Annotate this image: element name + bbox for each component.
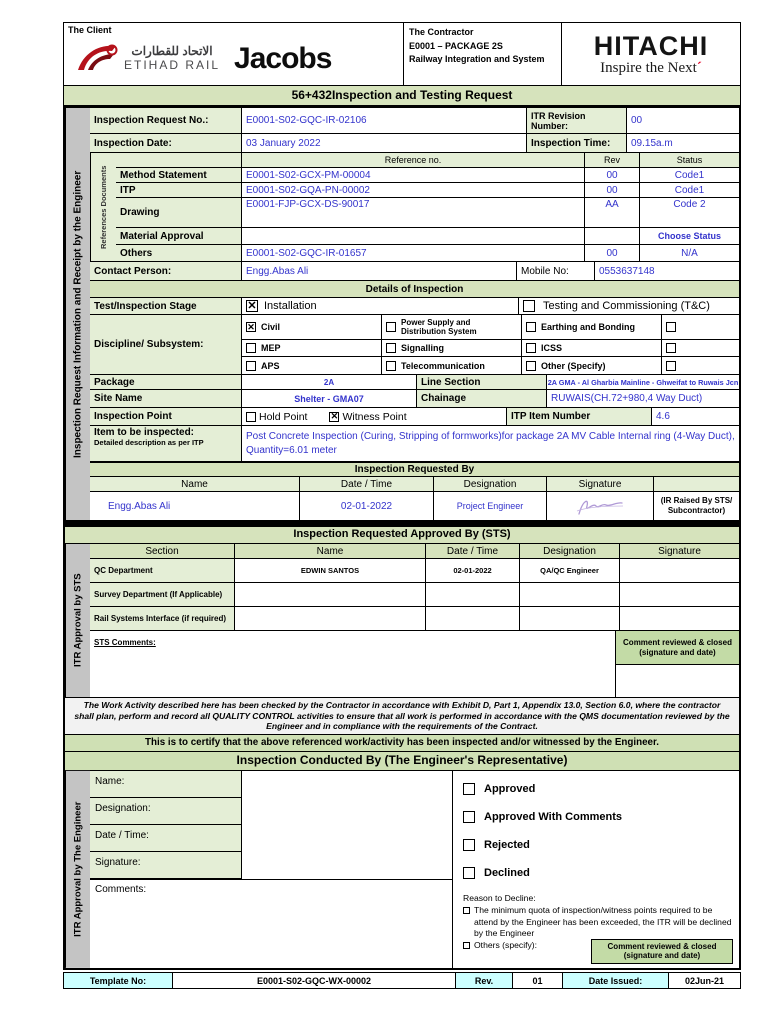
site-name-value: Shelter - GMA07 [242, 390, 417, 407]
reference-row-itp: ITP E0001-S02-GQA-PN-00002 00 Code1 [116, 183, 739, 198]
hitachi-red-accent-icon: ´ [696, 59, 702, 76]
row-inspection-point: Inspection Point Hold Point ✕ Witness Point ITP Item Number 4.6 [90, 408, 739, 426]
mobile-no-value: 0553637148 [599, 265, 655, 277]
requested-by-note: (IR Raised By STS/ Subcontractor) [660, 496, 733, 515]
inspection-date-value: 03 January 2022 [242, 134, 527, 152]
section-divider [65, 520, 739, 527]
requested-by-date: 02-01-2022 [300, 492, 434, 520]
certify-bar: This is to certify that the above referenced work/activity has been inspected and/or witnessed by the Engineer. [65, 735, 739, 752]
engineer-comment-reviewed-box: Comment reviewed & closed (signature and date) [591, 939, 733, 964]
discipline-row-2: MEP Signalling ICSS [242, 340, 739, 357]
row-inspection-date [90, 134, 739, 153]
checkbox-approved[interactable] [463, 783, 475, 795]
hitachi-tagline: Inspire the Next´ [600, 59, 702, 76]
etihad-arabic-text: الاتحاد للقطارات [131, 44, 213, 58]
qc-statement: The Work Activity described here has been checked by the Contractor in accordance with Exhibit D, Part 1, Appendix 13.0, Section 6.0, where the contractor shall plan, perform and record all QUALITY CONTROL activities to ensure that all work is performed in accordance with the QMS documentation reviewed by the Engineer and in compliance with the requirements of the Contract. [65, 698, 739, 735]
section-request-info [65, 108, 739, 520]
checkbox-declined[interactable] [463, 867, 475, 879]
checkbox-discipline-other-1[interactable] [666, 322, 676, 332]
row-site-name [90, 390, 739, 408]
contractor-system: Railway Integration and System [409, 54, 545, 64]
contact-person-label: Contact Person: [90, 262, 242, 280]
contractor-package: E0001 – PACKAGE 2S [409, 40, 503, 51]
engineer-date-label: Date / Time: [90, 825, 242, 852]
date-issued-value: 02Jun-21 [684, 975, 725, 986]
item-description: Post Concrete Inspection (Curing, Stripping of formworks)for package 2A MV Cable Internal ring (4-Way Duct), Quantity=6.01 meter [246, 431, 735, 456]
stage-installation: ✕ Installation [242, 298, 519, 314]
others-specify-label: Others (specify): [474, 940, 538, 951]
etihad-latin-text: ETIHAD RAIL [124, 58, 221, 72]
itr-rev-label: ITR Revision Number: [527, 108, 627, 133]
reference-row-others: Others E0001-S02-GQC-IR-01657 00 N/A [116, 245, 739, 261]
engineer-signature-label: Signature: [90, 852, 242, 879]
sts-row-qc: QC Department EDWIN SANTOS 02-01-2022 QA/QC Engineer [90, 559, 739, 583]
sidebar-sts: ITR Approval by STS [65, 544, 90, 697]
reason-title: Reason to Decline: [463, 893, 536, 904]
checkbox-discipline-other-3[interactable] [666, 361, 676, 371]
checkbox-others-specify[interactable] [463, 942, 470, 949]
sts-comments-box[interactable] [90, 631, 616, 697]
hitachi-logo: HITACHI [593, 30, 709, 61]
client-label: The Client [68, 25, 112, 35]
line-section-label: Line Section [417, 375, 547, 389]
inspection-time-label: Inspection Time: [527, 134, 627, 152]
inspection-point-label: Inspection Point [90, 408, 242, 425]
references-block [90, 153, 739, 262]
sts-row-rail-interface: Rail Systems Interface (if required) [90, 607, 739, 631]
requested-by-name: Engg.Abas Ali [90, 492, 300, 520]
checkbox-rejected[interactable] [463, 839, 475, 851]
itr-rev-value: 00 [631, 115, 643, 126]
sidebar-engineer: ITR Approval by The Engineer [65, 771, 90, 968]
itr-form [63, 106, 741, 970]
engineer-fields [90, 771, 453, 968]
date-issued-label: Date Issued: [563, 973, 669, 988]
checkbox-reason-quota[interactable] [463, 907, 470, 914]
discipline-label: Discipline/ Subsystem: [90, 315, 242, 374]
engineer-comments-box[interactable] [90, 879, 452, 968]
form-title: 56+432Inspection and Testing Request [63, 86, 741, 106]
sts-title: Inspection Requested Approved By (STS) [65, 527, 739, 544]
requested-by-row [90, 492, 739, 520]
sts-comments-row [90, 631, 739, 697]
template-no-value: E0001-S02-GQC-WX-00002 [173, 973, 456, 988]
row-test-stage [90, 298, 739, 315]
checkbox-approved-with-comments[interactable] [463, 811, 475, 823]
checkbox-installation[interactable]: ✕ [247, 299, 257, 312]
inspection-date-label: Inspection Date: [90, 134, 242, 152]
requested-by-columns: Name Date / Time Designation Signature [90, 477, 739, 492]
etihad-swoosh-icon [76, 42, 120, 74]
checkbox-aps[interactable] [246, 361, 256, 371]
sts-comments-label: STS Comments: [94, 638, 156, 647]
sts-comment-reviewed-box: Comment reviewed & closed (signature and date) [616, 631, 739, 665]
sts-row-survey: Survey Department (If Applicable) [90, 583, 739, 607]
rev-label: Rev. [456, 973, 513, 988]
mobile-no-label: Mobile No: [517, 262, 595, 280]
sts-qc-signature-cell[interactable] [620, 559, 739, 582]
checkbox-civil[interactable]: ✕ [247, 321, 255, 332]
sts-columns: Section Name Date / Time Designation Signature [90, 544, 739, 559]
chainage-value: RUWAIS(CH.72+980,4 Way Duct) [551, 393, 703, 404]
contractor-box [404, 23, 562, 85]
sidebar-references-documents: References Documents [90, 153, 116, 261]
itp-item-number-label: ITP Item Number [507, 408, 652, 425]
section-sts [65, 544, 739, 698]
engineer-fields-input-area[interactable] [242, 771, 452, 879]
signature-image [573, 494, 627, 518]
requested-by-signature[interactable] [547, 492, 654, 520]
reference-row-material-approval: Material Approval Choose Status [116, 228, 739, 245]
references-header [116, 153, 739, 168]
engineer-name-label: Name: [90, 771, 242, 798]
row-contact-person [90, 262, 739, 281]
row-package [90, 375, 739, 390]
checkbox-testing-commissioning[interactable] [523, 300, 535, 312]
requested-by-header: Inspection Requested By [90, 462, 739, 477]
jacobs-logo: Jacobs [234, 42, 332, 75]
etihad-rail-logo [76, 42, 220, 74]
discipline-block [90, 315, 739, 375]
footer [63, 972, 741, 989]
sts-comment-signature-area[interactable] [616, 665, 739, 697]
contractor-label: The Contractor [409, 27, 474, 37]
rev-value: 01 [513, 973, 563, 988]
checkbox-hold-point[interactable] [246, 412, 256, 422]
item-sublabel: Detailed description as per ITP [94, 438, 204, 447]
checkbox-discipline-other-2[interactable] [666, 343, 676, 353]
reference-row-method-statement: Method Statement E0001-S02-GCX-PM-00004 00 Code1 [116, 168, 739, 183]
requested-by-designation: Project Engineer [434, 492, 547, 520]
checkbox-telecommunication[interactable] [386, 361, 396, 371]
ir-no-value: E0001-S02-GQC-IR-02106 [242, 108, 527, 133]
hitachi-box [562, 23, 740, 85]
status-header: Status [676, 155, 703, 165]
engineer-designation-label: Designation: [90, 798, 242, 825]
row-item-to-inspect [90, 426, 739, 462]
header [63, 22, 741, 86]
engineer-comments-label: Comments: [95, 884, 147, 896]
line-section-value: 2A GMA - Al Gharbia Mainline - Ghweifat to Ruwais Jcn [547, 377, 739, 387]
checkbox-icss[interactable] [526, 343, 536, 353]
reference-row-drawing: Drawing E0001-FJP-GCX-DS-90017 AA Code 2 [116, 198, 739, 228]
ir-no-label: Inspection Request No.: [90, 108, 242, 133]
checkbox-mep[interactable] [246, 343, 256, 353]
contact-person-value: Engg.Abas Ali [242, 262, 517, 280]
conducted-by-title: Inspection Conducted By (The Engineer's Representative) [65, 752, 739, 771]
checkbox-other-specify[interactable] [526, 361, 536, 371]
stage-tc: Testing and Commissioning (T&C) [519, 298, 739, 314]
reason-to-decline: Reason to Decline: The minimum quota of inspection/witness points required to be attend by the Engineer has been exceeded, the ITR will be declined by the Engineer [463, 893, 732, 938]
site-name-label: Site Name [90, 390, 242, 407]
chainage-label: Chainage [417, 390, 547, 407]
checkbox-power-supply[interactable] [386, 322, 396, 332]
etihad-wordmark [124, 45, 220, 71]
itp-item-number-value: 4.6 [656, 411, 670, 422]
choose-status-dropdown[interactable]: Choose Status [657, 231, 721, 241]
rev-header: Rev [585, 153, 640, 167]
template-no-label: Template No: [64, 973, 173, 988]
checkbox-witness-point[interactable]: ✕ [330, 411, 339, 421]
client-box [64, 23, 404, 85]
test-stage-label: Test/Inspection Stage [90, 298, 242, 314]
row-ir-no [90, 108, 739, 134]
discipline-row-3: APS Telecommunication Other (Specify) [242, 357, 739, 374]
others-row [463, 939, 733, 964]
engineer-decision-panel: Approved Approved With Comments Rejected Declined Reason to Decline: The minimum quota of inspection/witness points required to be attend by the Engineer has been exceeded, the ITR will be declined by the Engineer Others (specify): Comment reviewed & closed (signature and date) [453, 771, 739, 968]
sidebar-request-info: Inspection Request Information and Receipt by the Engineer [65, 108, 90, 520]
discipline-row-1: ✕ Civil Power Supply and Distribution System Earthing and Bonding [242, 315, 739, 340]
checkbox-signalling[interactable] [386, 343, 396, 353]
section-engineer [65, 771, 739, 968]
package-value: 2A [242, 375, 417, 389]
checkbox-earthing-bonding[interactable] [526, 322, 536, 332]
item-label: Item to be inspected: [94, 427, 195, 438]
reference-no-header: Reference no. [242, 153, 585, 167]
inspection-time-value: 09.15a.m [631, 137, 673, 149]
details-header: Details of Inspection [90, 281, 739, 298]
package-label: Package [90, 375, 242, 389]
